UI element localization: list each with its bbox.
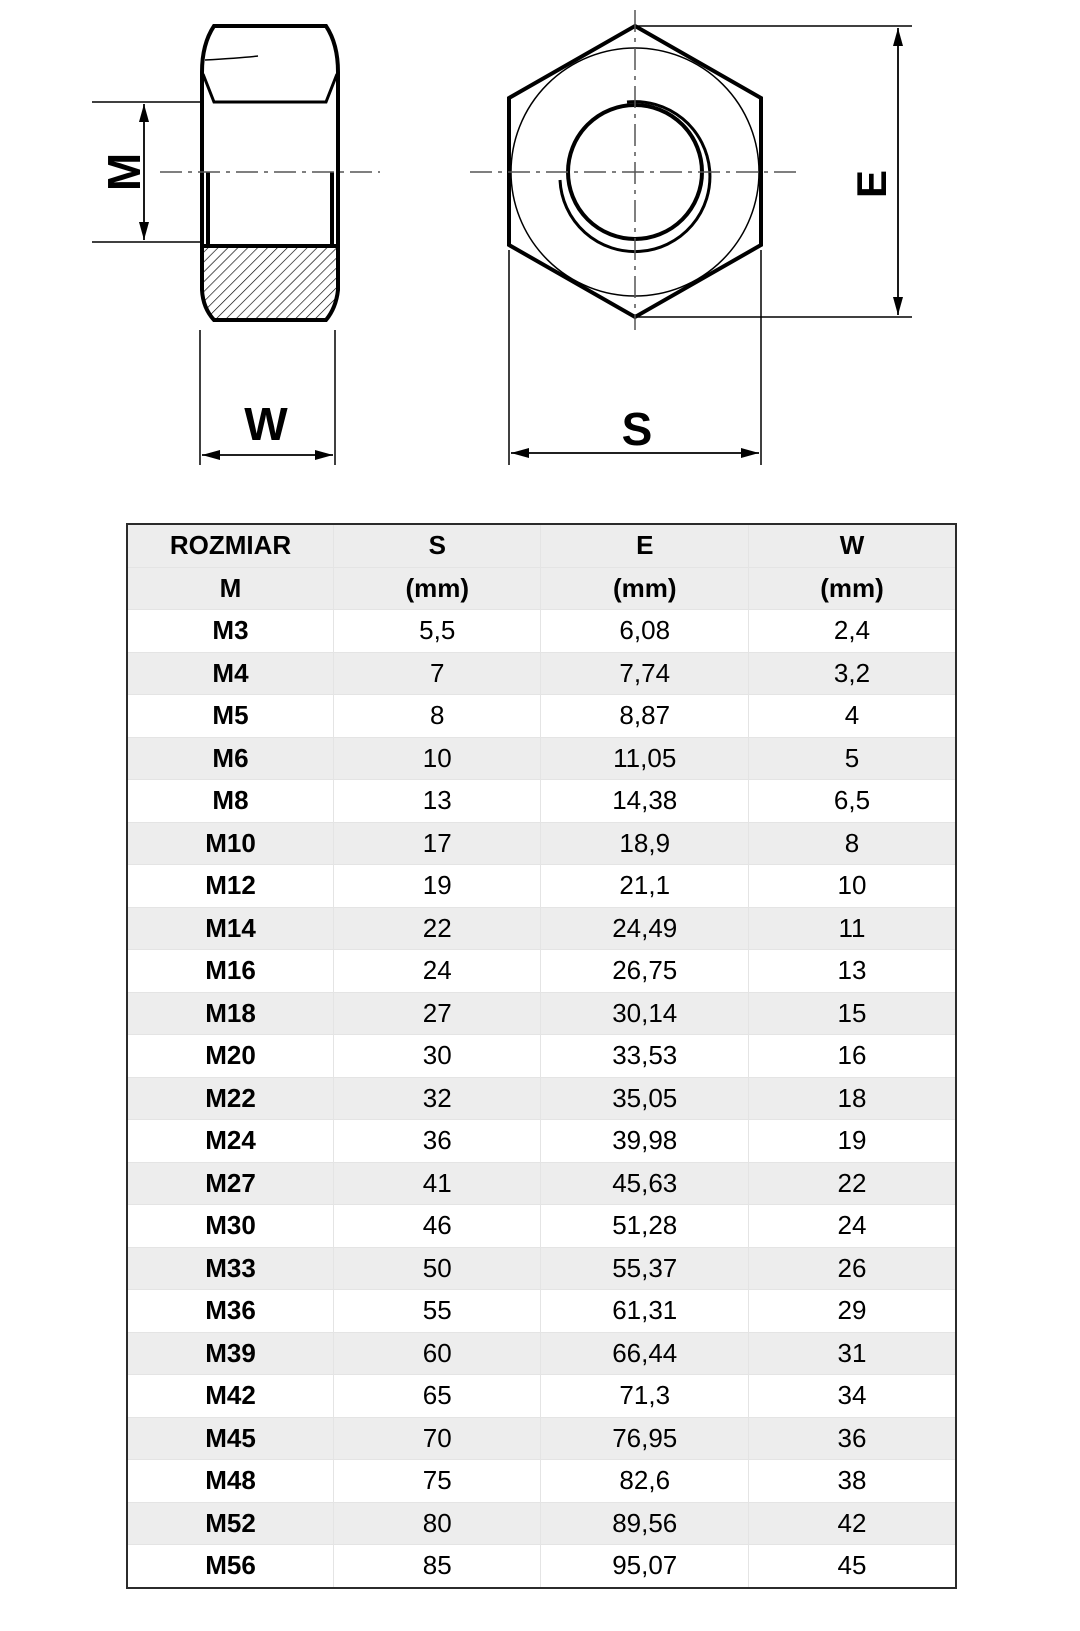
- e-cell: 61,31: [541, 1290, 749, 1333]
- size-cell: M42: [127, 1375, 333, 1418]
- size-cell: M16: [127, 950, 333, 993]
- table-row: [127, 1035, 956, 1078]
- e-cell: 82,6: [541, 1460, 749, 1503]
- size-cell: M52: [127, 1502, 333, 1545]
- e-cell: 55,37: [541, 1247, 749, 1290]
- header-unit-s: (mm): [333, 567, 541, 610]
- e-cell: 24,49: [541, 907, 749, 950]
- s-label: S: [621, 403, 653, 455]
- s-cell: 36: [333, 1120, 541, 1163]
- s-cell: 7: [333, 652, 541, 695]
- size-cell: M12: [127, 865, 333, 908]
- s-cell: 75: [333, 1460, 541, 1503]
- w-cell: 16: [748, 1035, 956, 1078]
- table-row: [127, 610, 956, 653]
- w-cell: 18: [748, 1077, 956, 1120]
- e-cell: 18,9: [541, 822, 749, 865]
- table-row: [127, 1077, 956, 1120]
- w-cell: 13: [748, 950, 956, 993]
- table-row: [127, 652, 956, 695]
- table-row: [127, 780, 956, 823]
- table-row: [127, 1460, 956, 1503]
- w-cell: 19: [748, 1120, 956, 1163]
- table-row: [127, 992, 956, 1035]
- s-cell: 70: [333, 1417, 541, 1460]
- e-cell: 7,74: [541, 652, 749, 695]
- table-row: [127, 1332, 956, 1375]
- e-cell: 89,56: [541, 1502, 749, 1545]
- s-cell: 17: [333, 822, 541, 865]
- s-cell: 30: [333, 1035, 541, 1078]
- w-cell: 29: [748, 1290, 956, 1333]
- table-row: [127, 737, 956, 780]
- table-row: [127, 1375, 956, 1418]
- w-cell: 5: [748, 737, 956, 780]
- header-row-2: [127, 567, 956, 610]
- table-row: [127, 1162, 956, 1205]
- e-cell: 21,1: [541, 865, 749, 908]
- nut-side-view: [160, 26, 380, 320]
- header-cell-s: S: [333, 524, 541, 567]
- header-unit-size: M: [127, 567, 333, 610]
- s-cell: 85: [333, 1545, 541, 1588]
- e-label: E: [848, 169, 895, 199]
- table-row: [127, 822, 956, 865]
- w-label: W: [244, 398, 288, 450]
- w-cell: 31: [748, 1332, 956, 1375]
- s-cell: 24: [333, 950, 541, 993]
- table-row: [127, 1247, 956, 1290]
- e-cell: 8,87: [541, 695, 749, 738]
- header-cell-e: E: [541, 524, 749, 567]
- size-cell: M45: [127, 1417, 333, 1460]
- table-row: [127, 1290, 956, 1333]
- e-cell: 71,3: [541, 1375, 749, 1418]
- size-cell: M30: [127, 1205, 333, 1248]
- size-cell: M6: [127, 737, 333, 780]
- s-cell: 60: [333, 1332, 541, 1375]
- w-cell: 22: [748, 1162, 956, 1205]
- size-cell: M20: [127, 1035, 333, 1078]
- e-cell: 95,07: [541, 1545, 749, 1588]
- w-cell: 10: [748, 865, 956, 908]
- table-row: [127, 1205, 956, 1248]
- s-cell: 65: [333, 1375, 541, 1418]
- nut-front-view: [470, 10, 800, 330]
- size-cell: M4: [127, 652, 333, 695]
- header-unit-e: (mm): [541, 567, 749, 610]
- w-cell: 15: [748, 992, 956, 1035]
- e-cell: 11,05: [541, 737, 749, 780]
- table-row: [127, 1120, 956, 1163]
- header-cell-w: W: [748, 524, 956, 567]
- size-cell: M39: [127, 1332, 333, 1375]
- e-cell: 33,53: [541, 1035, 749, 1078]
- size-cell: M18: [127, 992, 333, 1035]
- w-cell: 38: [748, 1460, 956, 1503]
- m-dimension: [92, 102, 204, 242]
- e-cell: 26,75: [541, 950, 749, 993]
- w-cell: 3,2: [748, 652, 956, 695]
- w-cell: 36: [748, 1417, 956, 1460]
- s-cell: 22: [333, 907, 541, 950]
- header-cell-size: ROZMIAR: [127, 524, 333, 567]
- size-cell: M56: [127, 1545, 333, 1588]
- table-body: [127, 524, 956, 1588]
- e-cell: 45,63: [541, 1162, 749, 1205]
- size-cell: M27: [127, 1162, 333, 1205]
- w-cell: 45: [748, 1545, 956, 1588]
- table-row: [127, 907, 956, 950]
- s-cell: 10: [333, 737, 541, 780]
- nut-dimensions-table: [126, 523, 957, 1589]
- size-cell: M3: [127, 610, 333, 653]
- size-cell: M10: [127, 822, 333, 865]
- header-unit-w: (mm): [748, 567, 956, 610]
- table-row: [127, 695, 956, 738]
- w-cell: 4: [748, 695, 956, 738]
- table-row: [127, 1417, 956, 1460]
- e-cell: 14,38: [541, 780, 749, 823]
- s-cell: 80: [333, 1502, 541, 1545]
- e-cell: 39,98: [541, 1120, 749, 1163]
- table-row: [127, 1502, 956, 1545]
- size-cell: M36: [127, 1290, 333, 1333]
- w-cell: 6,5: [748, 780, 956, 823]
- w-cell: 11: [748, 907, 956, 950]
- s-cell: 13: [333, 780, 541, 823]
- size-cell: M48: [127, 1460, 333, 1503]
- e-cell: 51,28: [541, 1205, 749, 1248]
- s-cell: 55: [333, 1290, 541, 1333]
- s-cell: 5,5: [333, 610, 541, 653]
- e-cell: 76,95: [541, 1417, 749, 1460]
- s-cell: 41: [333, 1162, 541, 1205]
- w-dimension: [200, 330, 335, 465]
- s-cell: 19: [333, 865, 541, 908]
- table-row: [127, 1545, 956, 1588]
- size-cell: M5: [127, 695, 333, 738]
- table-row: [127, 950, 956, 993]
- size-cell: M8: [127, 780, 333, 823]
- s-cell: 46: [333, 1205, 541, 1248]
- s-cell: 50: [333, 1247, 541, 1290]
- w-cell: 2,4: [748, 610, 956, 653]
- table-row: [127, 865, 956, 908]
- w-cell: 26: [748, 1247, 956, 1290]
- s-cell: 27: [333, 992, 541, 1035]
- w-cell: 42: [748, 1502, 956, 1545]
- nut-technical-drawing: [0, 0, 1080, 500]
- w-cell: 24: [748, 1205, 956, 1248]
- e-cell: 6,08: [541, 610, 749, 653]
- size-cell: M33: [127, 1247, 333, 1290]
- size-cell: M24: [127, 1120, 333, 1163]
- w-cell: 34: [748, 1375, 956, 1418]
- e-cell: 66,44: [541, 1332, 749, 1375]
- m-label: M: [98, 152, 150, 192]
- header-row-1: [127, 524, 956, 567]
- e-cell: 30,14: [541, 992, 749, 1035]
- nut-side-hatched-section: [203, 246, 337, 318]
- s-cell: 32: [333, 1077, 541, 1120]
- s-cell: 8: [333, 695, 541, 738]
- size-cell: M14: [127, 907, 333, 950]
- e-cell: 35,05: [541, 1077, 749, 1120]
- w-cell: 8: [748, 822, 956, 865]
- size-cell: M22: [127, 1077, 333, 1120]
